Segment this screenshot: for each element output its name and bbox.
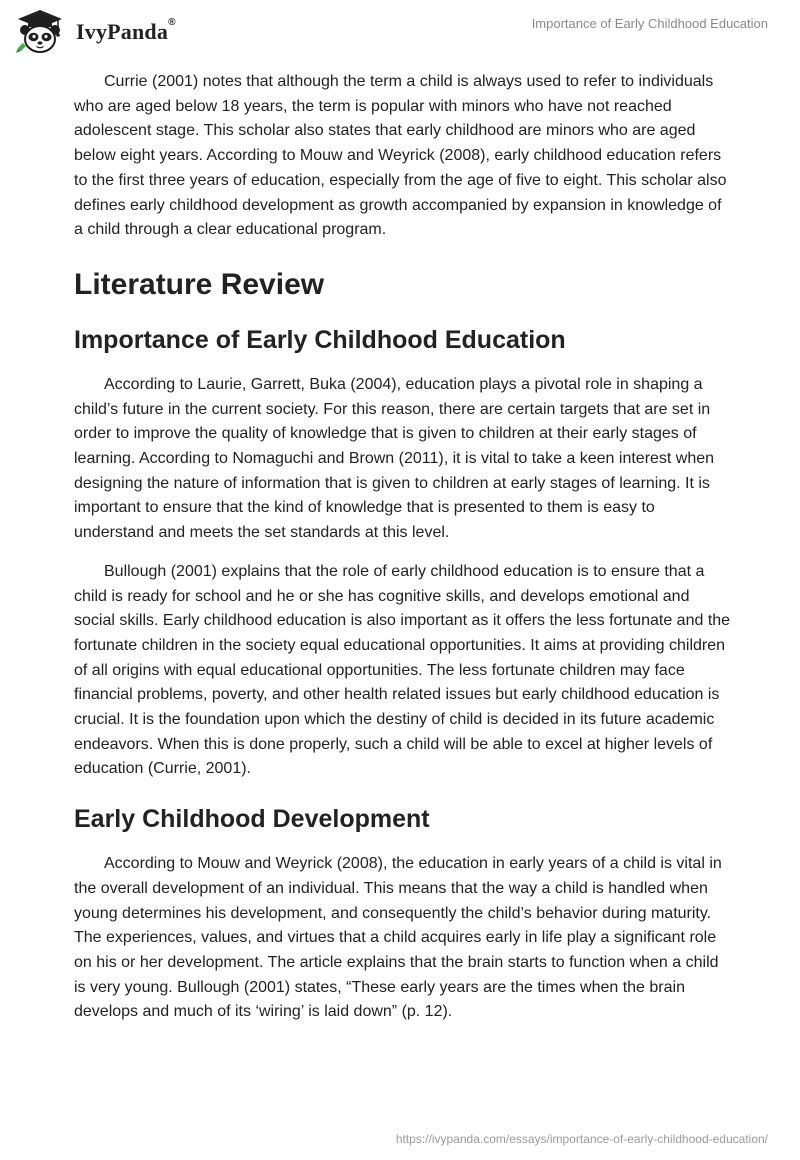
registered-mark: ® (168, 17, 176, 28)
importance-paragraph-2: Bullough (2001) explains that the role of early childhood education is to ensure that a child is ready for school and he or she has cognitive skills, and develops emotional and social skills. Early childhood education is also important as it offers the less fortunate and the fortunate children in the society equal educational opportunities. It aims at providing children of all origins with equal educational opportunities. The less fortunate children may face financial problems, poverty, and other health related issues but early childhood education is crucial. It is the foundation upon which the destiny of child is decided in its future academic endeavors. When this is done properly, such a child will be able to excel at higher levels of education (Currie, 2001). (74, 562, 731, 778)
source-url[interactable]: https://ivypanda.com/essays/importance-of-early-childhood-education/ (395, 1132, 768, 1146)
subsection-heading-development: Early Childhood Development (74, 805, 430, 834)
page-header (0, 0, 800, 60)
subsection-heading-importance: Importance of Early Childhood Education (74, 325, 566, 354)
brand-name-text: IvyPanda (76, 19, 169, 44)
brand-name (76, 19, 176, 45)
panda-graduate-icon (14, 8, 66, 56)
section-heading-literature-review: Literature Review (74, 267, 325, 301)
development-paragraph-1: According to Mouw and Weyrick (2008), the education in early years of a child is vital in the overall development of an individual. This means that the way a child is handled when young determines his development, and consequently the child’s behavior during maturity. The experiences, values, and virtues that a child acquires early in life play a significant role on his or her development. The article explains that the brain starts to function when a child is very young. Bullough (2001) states, “These early years are the times when the brain develops and much of its ‘wiring’ is laid down” (p. 12). (74, 855, 722, 1021)
ivypanda-logo[interactable] (14, 8, 214, 56)
essay-content (74, 70, 734, 1039)
importance-paragraph-1: According to Laurie, Garrett, Buka (2004), education plays a pivotal role in shaping a child’s future in the current society. For this reason, there are certain targets that are set in order to improve the quality of knowledge that is given to children at their early stages of learning. According to Nomaguchi and Brown (2011), it is vital to take a keen interest when designing the nature of information that is given to children at early stages of learning. It is important to ensure that the kind of knowledge that is presented to them is easy to understand and meets the set standards at this level. (74, 375, 715, 542)
document-title: Importance of Early Childhood Education (531, 16, 768, 31)
intro-paragraph: Currie (2001) notes that although the term a child is always used to refer to individuals who are aged below 18 years, the term is popular with minors who have not reached adolescent stage. This scholar also states that early childhood are minors who are aged below eight years. According to Mouw and Weyrick (2008), early childhood education refers to the first three years of education, especially from the age of five to eight. This scholar also defines early childhood development as growth accompanied by expansion in knowledge of a child through a clear educational program. (74, 73, 727, 239)
